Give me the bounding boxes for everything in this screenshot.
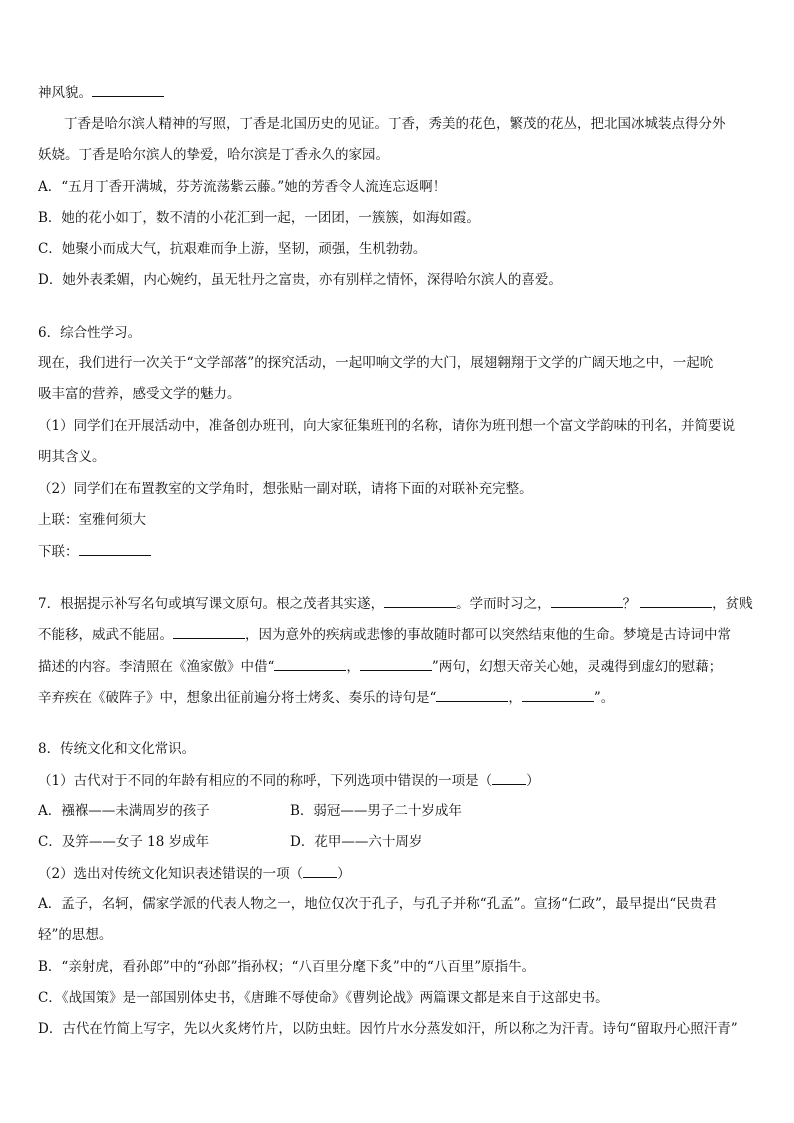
q8-sub2-option-a-line1: A．孟子，名轲，儒家学派的代表人物之一，地位仅次于孔子，与孔子并称“孔孟”。宣扬“仁政”，最早提出“民贵君: [38, 896, 717, 912]
q6-upper-couplet: 上联：室雅何须大: [38, 512, 146, 528]
q5-option-b: B．她的花小如丁，数不清的小花汇到一起，一团团，一簇簇，如海如霞。: [38, 210, 480, 226]
q6-intro-line2: 吸丰富的营养，感受文学的魅力。: [38, 386, 241, 402]
q5-option-d: D．她外表柔媚，内心婉约，虽无牡丹之富贵，亦有别样之情怀，深得哈尔滨人的喜爱。: [38, 272, 562, 288]
q8-sub1-option-d: D．花甲——六十周岁: [290, 834, 423, 850]
q8-sub1-option-a: A．襁褓——未满周岁的孩子: [38, 803, 210, 819]
answer-blank[interactable]: [492, 770, 526, 785]
q8-sub1-option-b: B．弱冠——男子二十岁成年: [290, 803, 462, 819]
q7-line4: [38, 687, 758, 708]
q5-option-c: C．她聚小而成大气，抗艰难而争上游，坚韧，顽强，生机勃勃。: [38, 241, 427, 257]
q8-sub1-close: ）: [526, 773, 540, 789]
answer-blank[interactable]: [274, 656, 346, 671]
answer-blank[interactable]: [640, 593, 712, 608]
q8-sub2-option-b: B．“亲射虎，看孙郎”中的“孙郎”指孙权；“八百里分麾下炙”中的“八百里”原指牛。: [38, 959, 536, 975]
q6-sub2: （2）同学们在布置教室的文学角时，想张贴一副对联，请将下面的对联补充完整。: [38, 481, 533, 497]
q7-text: 7．根据提示补写名句或填写课文原句。根之茂者其实遂，: [38, 596, 385, 612]
q8-sub1: [38, 770, 758, 791]
q7-text: ，: [346, 659, 360, 675]
q5-passage-line2: 妖娆。丁香是哈尔滨人的挚爱，哈尔滨是丁香永久的家园。: [38, 147, 389, 163]
q5-passage-line1: 丁香是哈尔滨人精神的写照，丁香是北国历史的见证。丁香，秀美的花色，繁茂的花丛，把北国冰城装点得分外: [64, 116, 726, 132]
q7-text: ？: [622, 596, 637, 612]
q7-text: ，: [508, 690, 522, 706]
q8-title: 8．传统文化和文化常识。: [38, 741, 196, 757]
q6-sub1-line2: 明其含义。: [38, 449, 106, 465]
q7-line2: [38, 624, 758, 645]
q5-continued-line: [38, 82, 758, 103]
q7-text: ，贫贱: [712, 596, 753, 612]
q7-text: ”两句，幻想天帝关心她，灵魂得到虚幻的慰藉；: [431, 659, 723, 675]
q7-text: 辛弃疾在《破阵子》中，想象出征前遍分将士烤炙、奏乐的诗句是“: [38, 690, 437, 706]
q8-sub2-close: ）: [337, 866, 351, 882]
q7-text: ，因为意外的疾病或悲惨的事故随时都可以突然结束他的生命。梦境是古诗词中常: [245, 627, 731, 643]
q6-intro-line1: 现在，我们进行一次关于“文学部落”的探究活动，一起叩响文学的大门，展翅翱翔于文学的广阔天地之中，一起吮: [38, 355, 714, 371]
q6-title: 6．综合性学习。: [38, 325, 142, 341]
q7-line3: [38, 656, 758, 677]
answer-blank[interactable]: [173, 624, 245, 639]
q5-text: 神风貌。: [38, 85, 92, 101]
answer-blank[interactable]: [436, 687, 508, 702]
q8-sub2-option-c: C．《战国策》是一部国别体史书，《唐雎不辱使命》《曹刿论战》两篇课文都是来自于这部史书。: [38, 990, 609, 1006]
q8-sub2: [38, 863, 758, 884]
answer-blank[interactable]: [360, 656, 432, 671]
answer-blank[interactable]: [303, 863, 337, 878]
answer-blank[interactable]: [92, 82, 164, 97]
answer-blank[interactable]: [384, 593, 456, 608]
q7-text: 。学而时习之，: [456, 596, 551, 612]
q5-option-a: A．“五月丁香开满城，芬芳流荡紫云藤。”她的芳香令人流连忘返啊！: [38, 179, 447, 195]
q8-sub1-text: （1）古代对于不同的年龄有相应的不同的称呼，下列选项中错误的一项是（: [38, 773, 493, 789]
q7-text: 不能移，威武不能屈。: [38, 627, 173, 643]
q7-text: 描述的内容。李清照在《渔家傲》中借“: [38, 659, 275, 675]
q8-sub2-text: （2）选出对传统文化知识表述错误的一项（: [38, 866, 304, 882]
q8-sub1-option-c: C．及笄——女子 18 岁成年: [38, 834, 210, 850]
q7-line1: [38, 593, 758, 614]
q8-sub2-option-a-line2: 轻”的思想。: [38, 927, 113, 943]
q8-sub2-option-d: D．古代在竹简上写字，先以火炙烤竹片，以防虫蛀。因竹片水分蒸发如汗，所以称之为汗青。诗句“留取丹心照汗青”: [38, 1021, 738, 1037]
q6-lower-couplet: [38, 541, 758, 562]
answer-blank[interactable]: [79, 541, 151, 556]
answer-blank[interactable]: [522, 687, 594, 702]
lower-couplet-label: 下联：: [38, 544, 79, 560]
q7-text: ”。: [593, 690, 615, 706]
q6-sub1-line1: （1）同学们在开展活动中，准备创办班刊，向大家征集班刊的名称，请你为班刊想一个富文学韵味的刊名，并简要说: [38, 418, 736, 434]
answer-blank[interactable]: [551, 593, 623, 608]
